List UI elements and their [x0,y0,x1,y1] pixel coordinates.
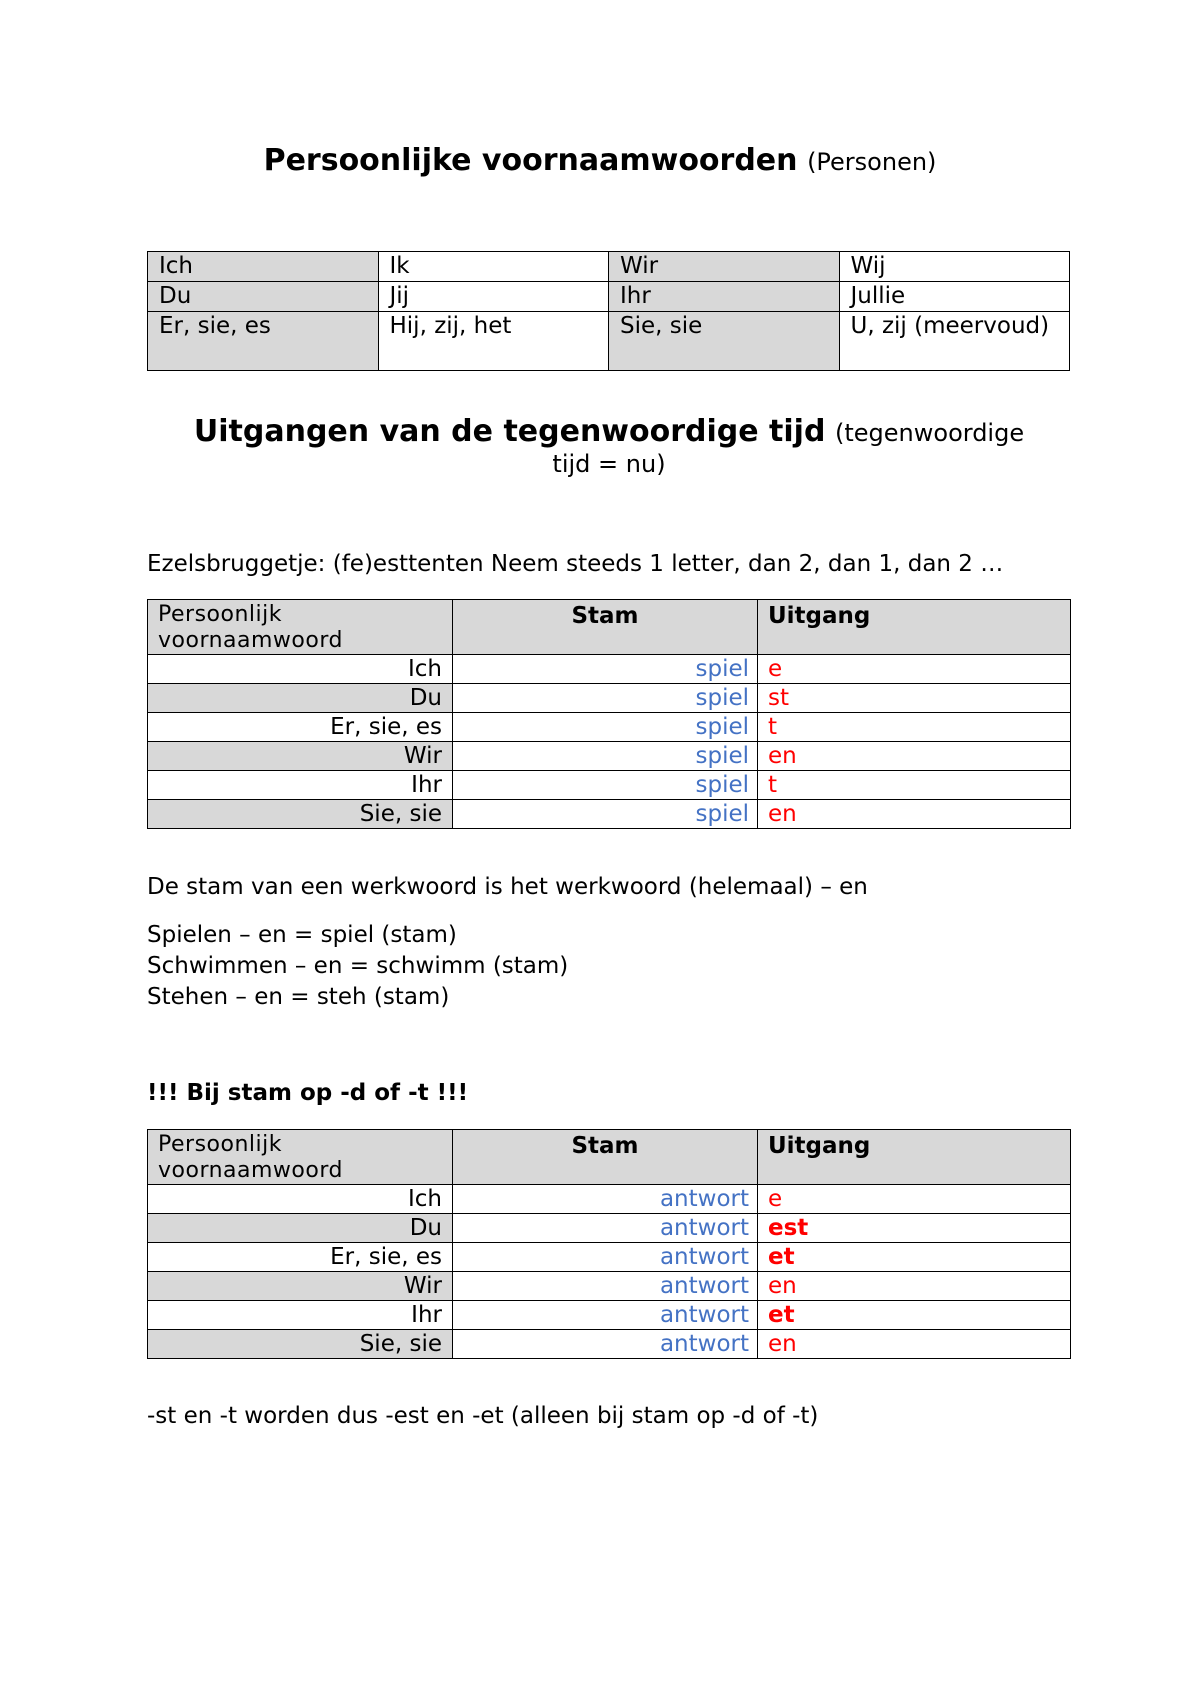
table-row [148,1214,1071,1243]
cell-ending: t [758,771,1071,800]
table-row [148,1272,1071,1301]
cell-pronoun: Wir [148,742,453,771]
table-row [148,1185,1071,1214]
header-pronoun: Persoonlijk voornaamwoord [148,1130,453,1185]
table-row [148,655,1071,684]
cell-ending: t [758,713,1071,742]
section-title-sub: (tegenwoordige [835,419,1025,447]
table-header-row [148,600,1071,655]
cell-stem: spiel [453,800,758,829]
table-row [148,800,1071,829]
table-row [148,252,1070,282]
cell-ending: en [758,742,1071,771]
cell-pronoun: Sie, sie [148,1330,453,1359]
cell-stem: spiel [453,684,758,713]
header-ending: Uitgang [758,1130,1071,1185]
cell-stem: antwort [453,1272,758,1301]
table-row [148,312,1070,371]
section-title [148,414,1070,479]
cell-pronoun: Er, sie, es [148,713,453,742]
header-pronoun: Persoonlijk voornaamwoord [148,600,453,655]
title-main: Persoonlijke voornaamwoorden [263,143,798,178]
stem-rule-text: De stam van een werkwoord is het werkwoord (helemaal) – en [147,874,868,900]
cell-ending: et [758,1243,1071,1272]
title-sub: (Personen) [807,148,937,176]
table-cell: U, zij (meervoud) [839,312,1070,371]
example-line: Spielen – en = spiel (stam) [147,922,457,948]
cell-pronoun: Du [148,1214,453,1243]
warning-heading: !!! Bij stam op -d of -t !!! [147,1080,469,1106]
table-cell: Jij [378,282,609,312]
cell-stem: spiel [453,655,758,684]
table-cell: Ihr [609,282,840,312]
cell-stem: antwort [453,1330,758,1359]
cell-pronoun: Er, sie, es [148,1243,453,1272]
conclusion-text: -st en -t worden dus -est en -et (alleen bij stam op -d of -t) [147,1403,819,1429]
cell-ending: et [758,1301,1071,1330]
table-row [148,713,1071,742]
table-row [148,282,1070,312]
table-row [148,684,1071,713]
cell-pronoun: Ihr [148,771,453,800]
cell-pronoun: Ihr [148,1301,453,1330]
header-stem: Stam [453,1130,758,1185]
cell-pronoun: Sie, sie [148,800,453,829]
mnemonic-text: Ezelsbruggetje: (fe)esttenten Neem steeds 1 letter, dan 2, dan 1, dan 2 … [147,551,1004,577]
cell-ending: en [758,1330,1071,1359]
cell-stem: antwort [453,1243,758,1272]
table-row [148,742,1071,771]
page-title [0,143,1200,180]
table-header-row [148,1130,1071,1185]
table-cell: Ik [378,252,609,282]
pronouns-table [147,251,1070,371]
conjugation-table-spielen [147,599,1071,829]
table-cell: Wij [839,252,1070,282]
cell-stem: antwort [453,1301,758,1330]
cell-stem: spiel [453,742,758,771]
header-stem: Stam [453,600,758,655]
table-cell: Er, sie, es [148,312,379,371]
cell-stem: antwort [453,1185,758,1214]
conjugation-table-antworten [147,1129,1071,1359]
cell-stem: antwort [453,1214,758,1243]
cell-ending: est [758,1214,1071,1243]
table-cell: Sie, sie [609,312,840,371]
cell-ending: e [758,655,1071,684]
cell-ending: en [758,1272,1071,1301]
table-cell: Ich [148,252,379,282]
cell-ending: st [758,684,1071,713]
example-line: Stehen – en = steh (stam) [147,984,450,1010]
table-row [148,1330,1071,1359]
cell-pronoun: Ich [148,1185,453,1214]
table-row [148,771,1071,800]
cell-pronoun: Wir [148,1272,453,1301]
table-row [148,1301,1071,1330]
table-cell: Wir [609,252,840,282]
table-cell: Hij, zij, het [378,312,609,371]
section-title-main: Uitgangen van de tegenwoordige tijd [193,414,826,449]
cell-stem: spiel [453,713,758,742]
table-cell: Du [148,282,379,312]
cell-stem: spiel [453,771,758,800]
table-cell: Jullie [839,282,1070,312]
cell-pronoun: Ich [148,655,453,684]
example-line: Schwimmen – en = schwimm (stam) [147,953,569,979]
cell-pronoun: Du [148,684,453,713]
table-row [148,1243,1071,1272]
cell-ending: e [758,1185,1071,1214]
cell-ending: en [758,800,1071,829]
header-ending: Uitgang [758,600,1071,655]
section-title-sub-line2: tijd = nu) [552,450,666,478]
